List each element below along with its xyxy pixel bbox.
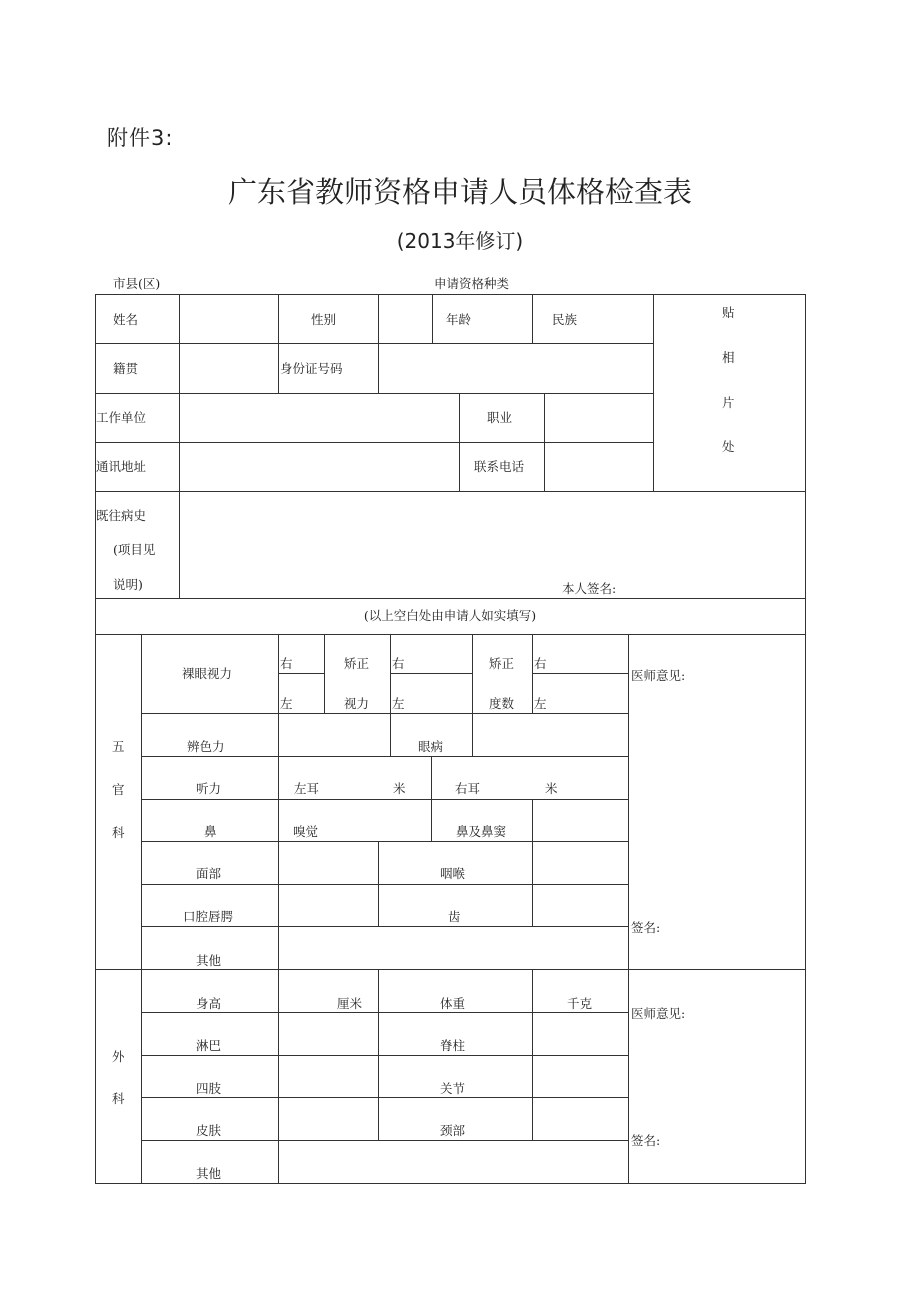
- col-line: [390, 634, 391, 756]
- history-label: 既往病史: [96, 508, 147, 523]
- corrected-left-label: 左: [392, 696, 405, 711]
- row-line: [141, 926, 628, 927]
- history-label-note: (项目见: [113, 542, 156, 557]
- weight-unit: 千克: [567, 996, 593, 1011]
- native-place-field[interactable]: [180, 344, 277, 392]
- name-label: 姓名: [113, 312, 139, 327]
- id-number-field[interactable]: [379, 344, 652, 392]
- native-place-label: 籍贯: [113, 361, 139, 376]
- phone-label: 联系电话: [474, 459, 525, 474]
- ent-section-char: 五: [112, 739, 125, 754]
- throat-label: 咽喉: [440, 866, 466, 881]
- name-field[interactable]: [180, 295, 277, 342]
- id-number-label: 身份证号码: [280, 361, 343, 376]
- ent-section-char: 科: [112, 825, 125, 840]
- sinus-label: 鼻及鼻窦: [456, 824, 507, 839]
- col-line: [459, 393, 460, 491]
- limbs-label: 四肢: [196, 1081, 222, 1096]
- surgery-section-char: 外: [112, 1049, 125, 1064]
- naked-left-label: 左: [280, 696, 293, 711]
- row-line: [390, 673, 472, 674]
- address-field[interactable]: [180, 443, 458, 490]
- degree-left-label: 左: [534, 696, 547, 711]
- phone-field[interactable]: [545, 443, 652, 490]
- row-line: [141, 1055, 628, 1056]
- col-line: [532, 634, 533, 713]
- photo-char: 贴: [722, 305, 735, 320]
- height-label: 身高: [196, 996, 222, 1011]
- ent-doctor-opinion-field[interactable]: [629, 690, 804, 910]
- corrected-degree-label: 矫正: [489, 656, 515, 671]
- employer-label: 工作单位: [96, 410, 147, 425]
- surgery-signature-label: 签名:: [631, 1133, 661, 1148]
- col-line: [278, 634, 279, 756]
- color-vision-label: 辨色力: [187, 739, 225, 754]
- table-border-right: [805, 294, 806, 1184]
- medical-history-field[interactable]: [180, 492, 804, 597]
- qualification-label: 申请资格种类: [434, 276, 510, 291]
- weight-label: 体重: [440, 996, 466, 1011]
- col-line: [324, 634, 325, 713]
- table-border-bottom: [95, 1183, 806, 1184]
- neck-label: 颈部: [440, 1123, 466, 1138]
- annex-label: 附件3:: [107, 126, 174, 150]
- row-line: [95, 969, 806, 970]
- row-line: [141, 1140, 628, 1141]
- col-line: [278, 969, 279, 1183]
- row-line: [141, 713, 628, 714]
- photo-area[interactable]: [654, 295, 805, 491]
- right-ear-label: 右耳: [455, 781, 481, 796]
- occupation-field[interactable]: [545, 394, 652, 441]
- nose-label: 鼻: [204, 824, 217, 839]
- oral-label: 口腔唇腭: [183, 909, 234, 924]
- corrected-right-label: 右: [392, 656, 405, 671]
- height-unit: 厘米: [337, 996, 363, 1011]
- surgery-other-label: 其他: [196, 1166, 222, 1181]
- page-title: 广东省教师资格申请人员体格检查表: [227, 175, 692, 209]
- right-ear-unit: 米: [545, 781, 558, 796]
- row-line: [141, 884, 628, 885]
- ent-section-char: 官: [112, 782, 125, 797]
- hearing-label: 听力: [196, 781, 222, 796]
- ent-signature-label: 签名:: [631, 920, 661, 935]
- surgery-section-char: 科: [112, 1091, 125, 1106]
- col-line: [141, 634, 142, 1183]
- row-line: [141, 799, 628, 800]
- col-line: [378, 841, 379, 926]
- col-line: [472, 634, 473, 756]
- row-line: [95, 598, 806, 599]
- gender-label: 性别: [311, 312, 337, 327]
- corrected-vision-label: 矫正: [344, 656, 370, 671]
- joints-label: 关节: [440, 1081, 466, 1096]
- col-line: [532, 799, 533, 926]
- degree-right-label: 右: [534, 656, 547, 671]
- row-line: [95, 634, 806, 635]
- col-line: [432, 294, 433, 343]
- face-label: 面部: [196, 866, 222, 881]
- applicant-note: (以上空白处由申请人如实填写): [363, 608, 537, 623]
- corrected-vision-label-2: 视力: [344, 696, 370, 711]
- row-line: [141, 756, 628, 757]
- photo-char: 片: [722, 395, 735, 410]
- row-line: [532, 673, 628, 674]
- employer-field[interactable]: [180, 394, 458, 441]
- photo-char: 相: [722, 350, 735, 365]
- self-signature-label: 本人签名:: [562, 581, 617, 596]
- page-subtitle: (2013年修订): [396, 229, 524, 253]
- row-line: [141, 841, 628, 842]
- row-line: [278, 673, 324, 674]
- ent-other-label: 其他: [196, 953, 222, 968]
- naked-vision-label: 裸眼视力: [182, 666, 233, 681]
- smell-label: 嗅觉: [293, 824, 319, 839]
- col-line: [278, 756, 279, 969]
- row-line: [141, 1097, 628, 1098]
- left-ear-unit: 米: [393, 781, 406, 796]
- col-line: [532, 294, 533, 343]
- ethnicity-label: 民族: [552, 312, 578, 327]
- surgery-doctor-opinion-label: 医师意见:: [631, 1006, 686, 1021]
- address-label: 通讯地址: [96, 459, 147, 474]
- col-line: [278, 294, 279, 393]
- naked-right-label: 右: [280, 656, 293, 671]
- eye-disease-label: 眼病: [418, 739, 444, 754]
- occupation-label: 职业: [487, 410, 513, 425]
- col-line: [431, 756, 432, 841]
- history-label-note-end: 说明): [113, 577, 143, 592]
- lymph-label: 淋巴: [196, 1038, 222, 1053]
- photo-char: 处: [722, 439, 735, 454]
- left-ear-label: 左耳: [294, 781, 320, 796]
- surgery-doctor-opinion-field[interactable]: [629, 1028, 804, 1128]
- age-label: 年龄: [446, 312, 472, 327]
- ent-doctor-opinion-label: 医师意见:: [631, 668, 686, 683]
- city-label: 市县(区): [113, 276, 161, 291]
- teeth-label: 齿: [448, 909, 461, 924]
- skin-label: 皮肤: [196, 1123, 222, 1138]
- table-border-left: [95, 294, 96, 1184]
- corrected-degree-label-2: 度数: [489, 696, 515, 711]
- gender-field[interactable]: [379, 295, 431, 342]
- col-line: [378, 969, 379, 1140]
- col-line: [532, 969, 533, 1140]
- spine-label: 脊柱: [440, 1038, 466, 1053]
- row-line: [141, 1012, 628, 1013]
